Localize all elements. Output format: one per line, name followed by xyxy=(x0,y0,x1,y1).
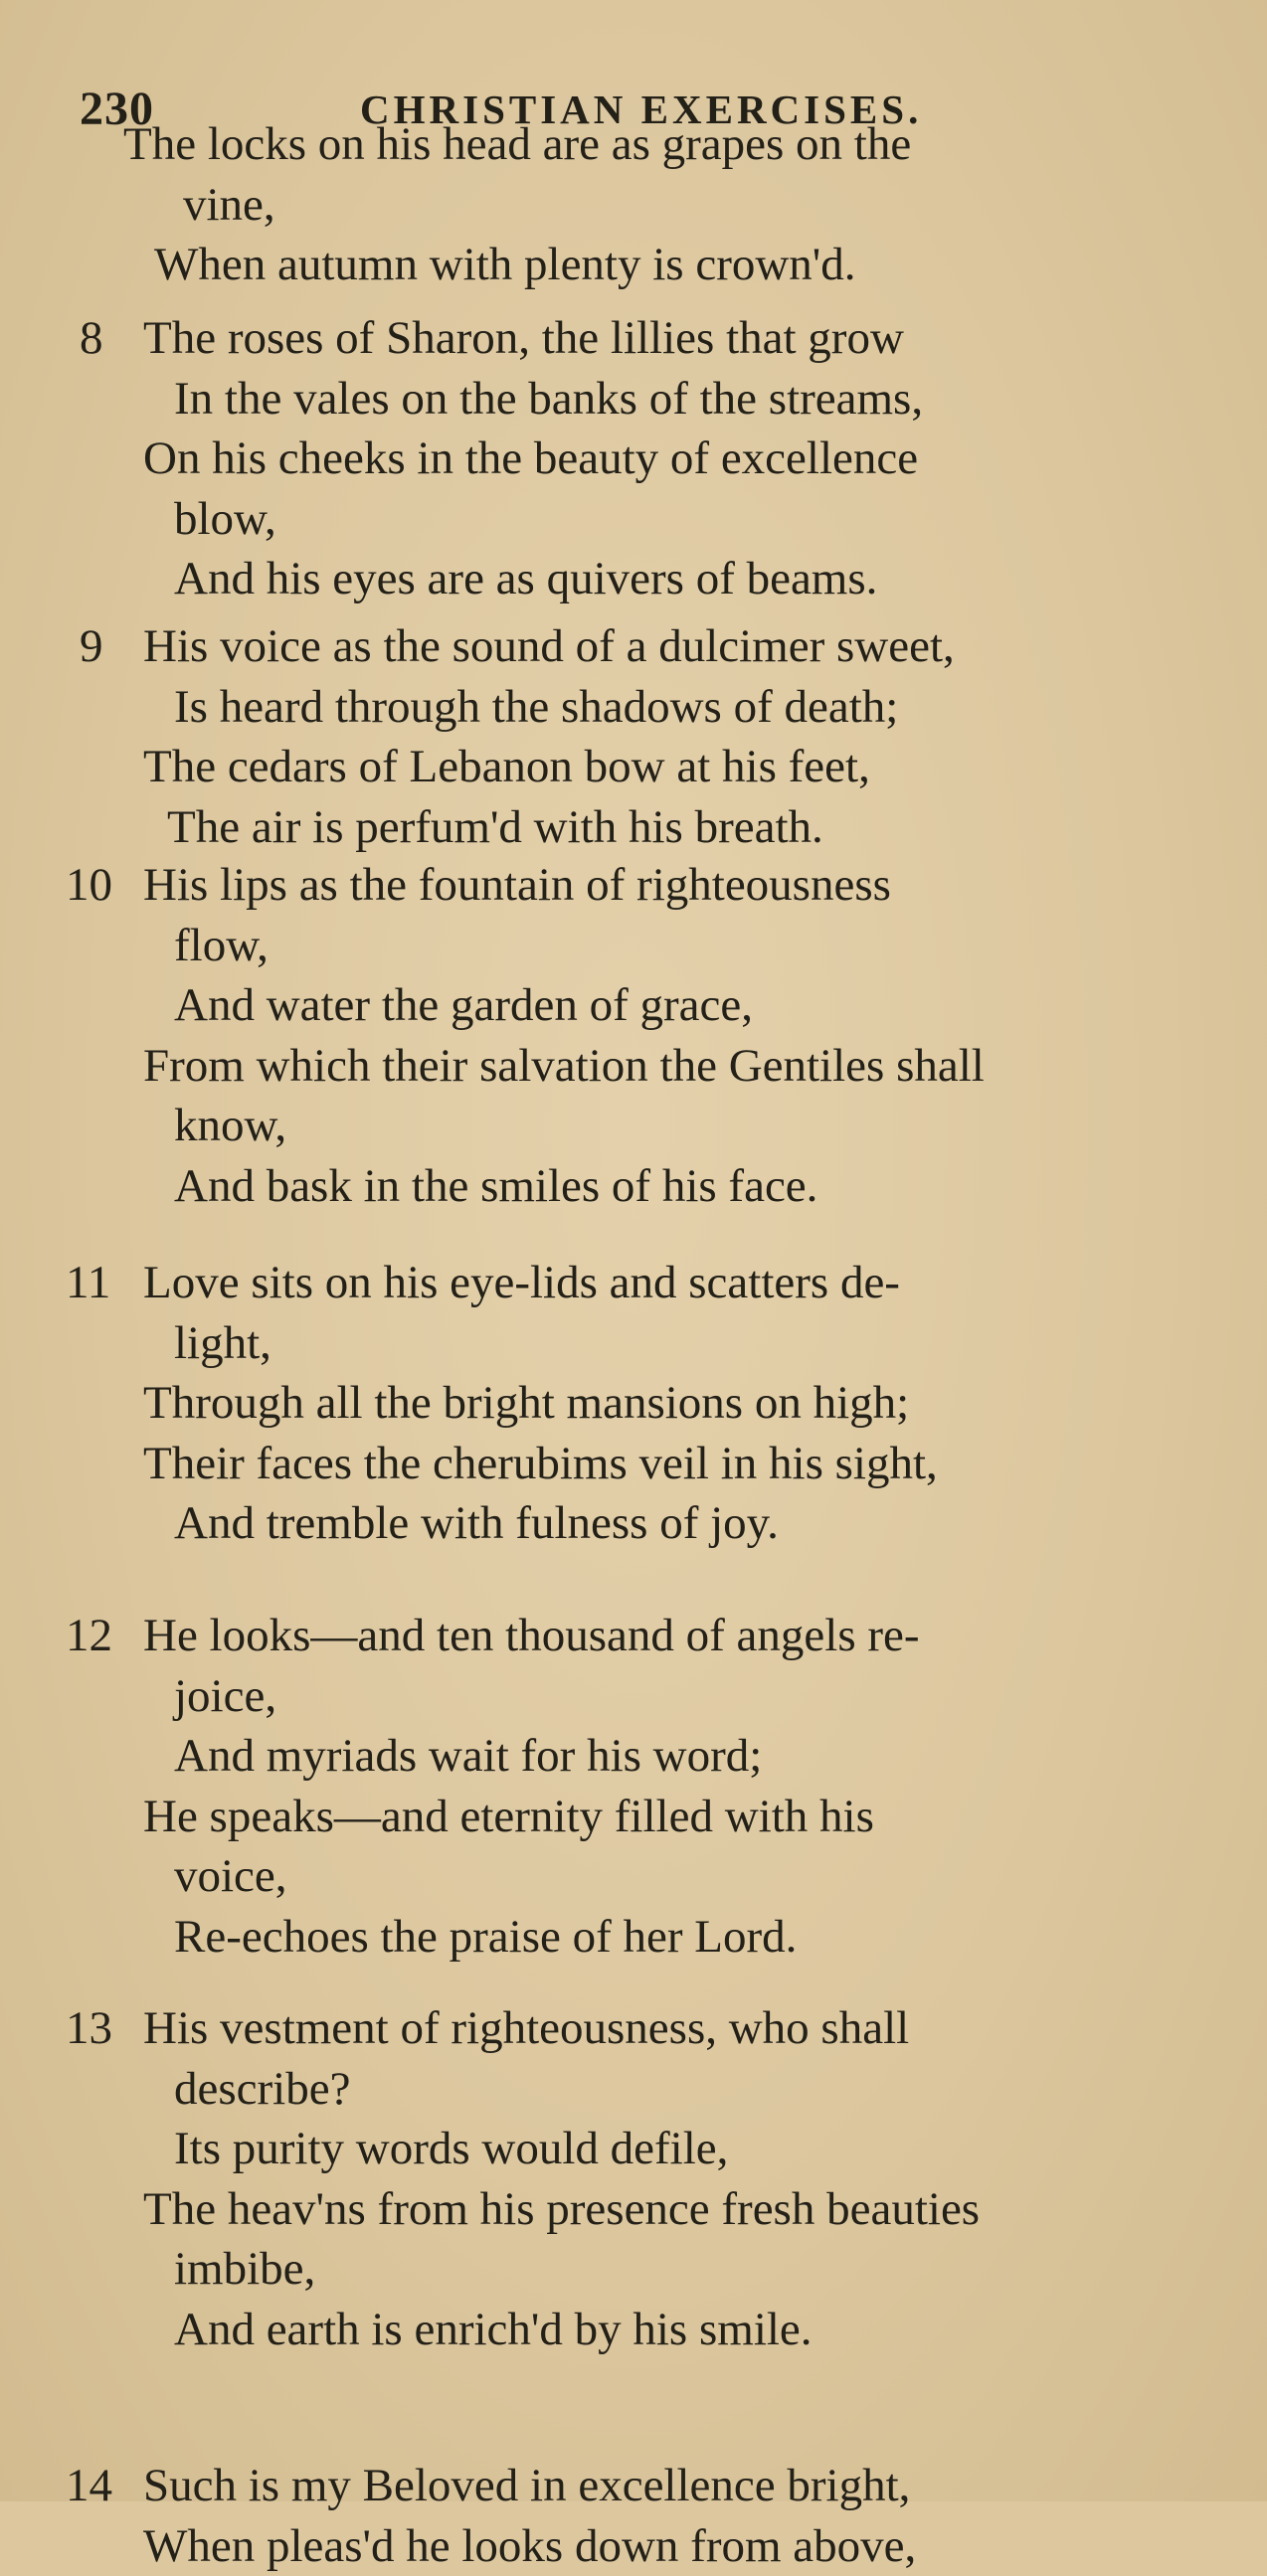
verse-number: 13 xyxy=(66,2002,112,2054)
verse-line: blow, xyxy=(174,493,276,545)
verse-line: The cedars of Lebanon bow at his feet, xyxy=(143,741,870,792)
verse-number: 11 xyxy=(66,1257,111,1308)
verse-line: In the vales on the banks of the streams, xyxy=(174,373,924,425)
verse-line: When autumn with plenty is crown'd. xyxy=(154,239,856,290)
verse-line: The roses of Sharon, the lillies that grow xyxy=(143,312,904,364)
verse-line: know, xyxy=(174,1100,287,1151)
verse-line: Its purity words would defile, xyxy=(174,2123,729,2174)
verse-line: His lips as the fountain of righteousness xyxy=(143,859,891,911)
verse-line: light, xyxy=(174,1317,272,1369)
verse-line: And his eyes are as quivers of beams. xyxy=(174,553,878,604)
verse-line: When pleas'd he looks down from above, xyxy=(143,2520,917,2572)
verse-line: And earth is enrich'd by his smile. xyxy=(174,2304,813,2355)
verse-line: His vestment of righteousness, who shall xyxy=(143,2002,910,2054)
verse-line: describe? xyxy=(174,2063,351,2115)
verse-line: Re-echoes the praise of her Lord. xyxy=(174,1911,798,1963)
verse-line: Love sits on his eye-lids and scatters de- xyxy=(143,1257,900,1308)
verse-number: 10 xyxy=(66,859,112,911)
verse-number: 12 xyxy=(66,1610,112,1661)
verse-line: And bask in the smiles of his face. xyxy=(174,1160,818,1212)
verse-line: Such is my Beloved in excellence bright, xyxy=(143,2460,911,2511)
verse-line: And myriads wait for his word; xyxy=(174,1730,763,1782)
verse-line: The air is perfum'd with his breath. xyxy=(167,801,823,853)
verse-line: The heav'ns from his presence fresh beauties xyxy=(143,2183,981,2235)
verse-line: Their faces the cherubims veil in his sight, xyxy=(143,1438,938,1489)
verse-line: And water the garden of grace, xyxy=(174,979,753,1031)
verse-line: On his cheeks in the beauty of excellence xyxy=(143,432,919,484)
verse-line: Through all the bright mansions on high; xyxy=(143,1377,910,1429)
verse-number: 9 xyxy=(80,620,103,672)
verse-line: His voice as the sound of a dulcimer sweet, xyxy=(143,620,955,672)
verse-line: From which their salvation the Gentiles shall xyxy=(143,1040,985,1092)
verse-line: Is heard through the shadows of death; xyxy=(174,681,899,733)
verse-number: 14 xyxy=(66,2460,112,2511)
verse-line: He speaks—and eternity filled with his xyxy=(143,1791,874,1842)
verse-line: imbibe, xyxy=(174,2243,316,2295)
verse-line: And tremble with fulness of joy. xyxy=(174,1497,779,1549)
verse-line: vine, xyxy=(183,179,275,231)
verse-line: The locks on his head are as grapes on the xyxy=(123,118,912,170)
page-number: 230 xyxy=(80,83,154,135)
verse-line: He looks—and ten thousand of angels re- xyxy=(143,1610,920,1661)
verse-number: 8 xyxy=(80,312,103,364)
verse-line: voice, xyxy=(174,1850,287,1902)
verse-line: flow, xyxy=(174,920,269,971)
running-title: CHRISTIAN EXERCISES. xyxy=(360,86,923,132)
verse-line: joice, xyxy=(174,1670,277,1722)
